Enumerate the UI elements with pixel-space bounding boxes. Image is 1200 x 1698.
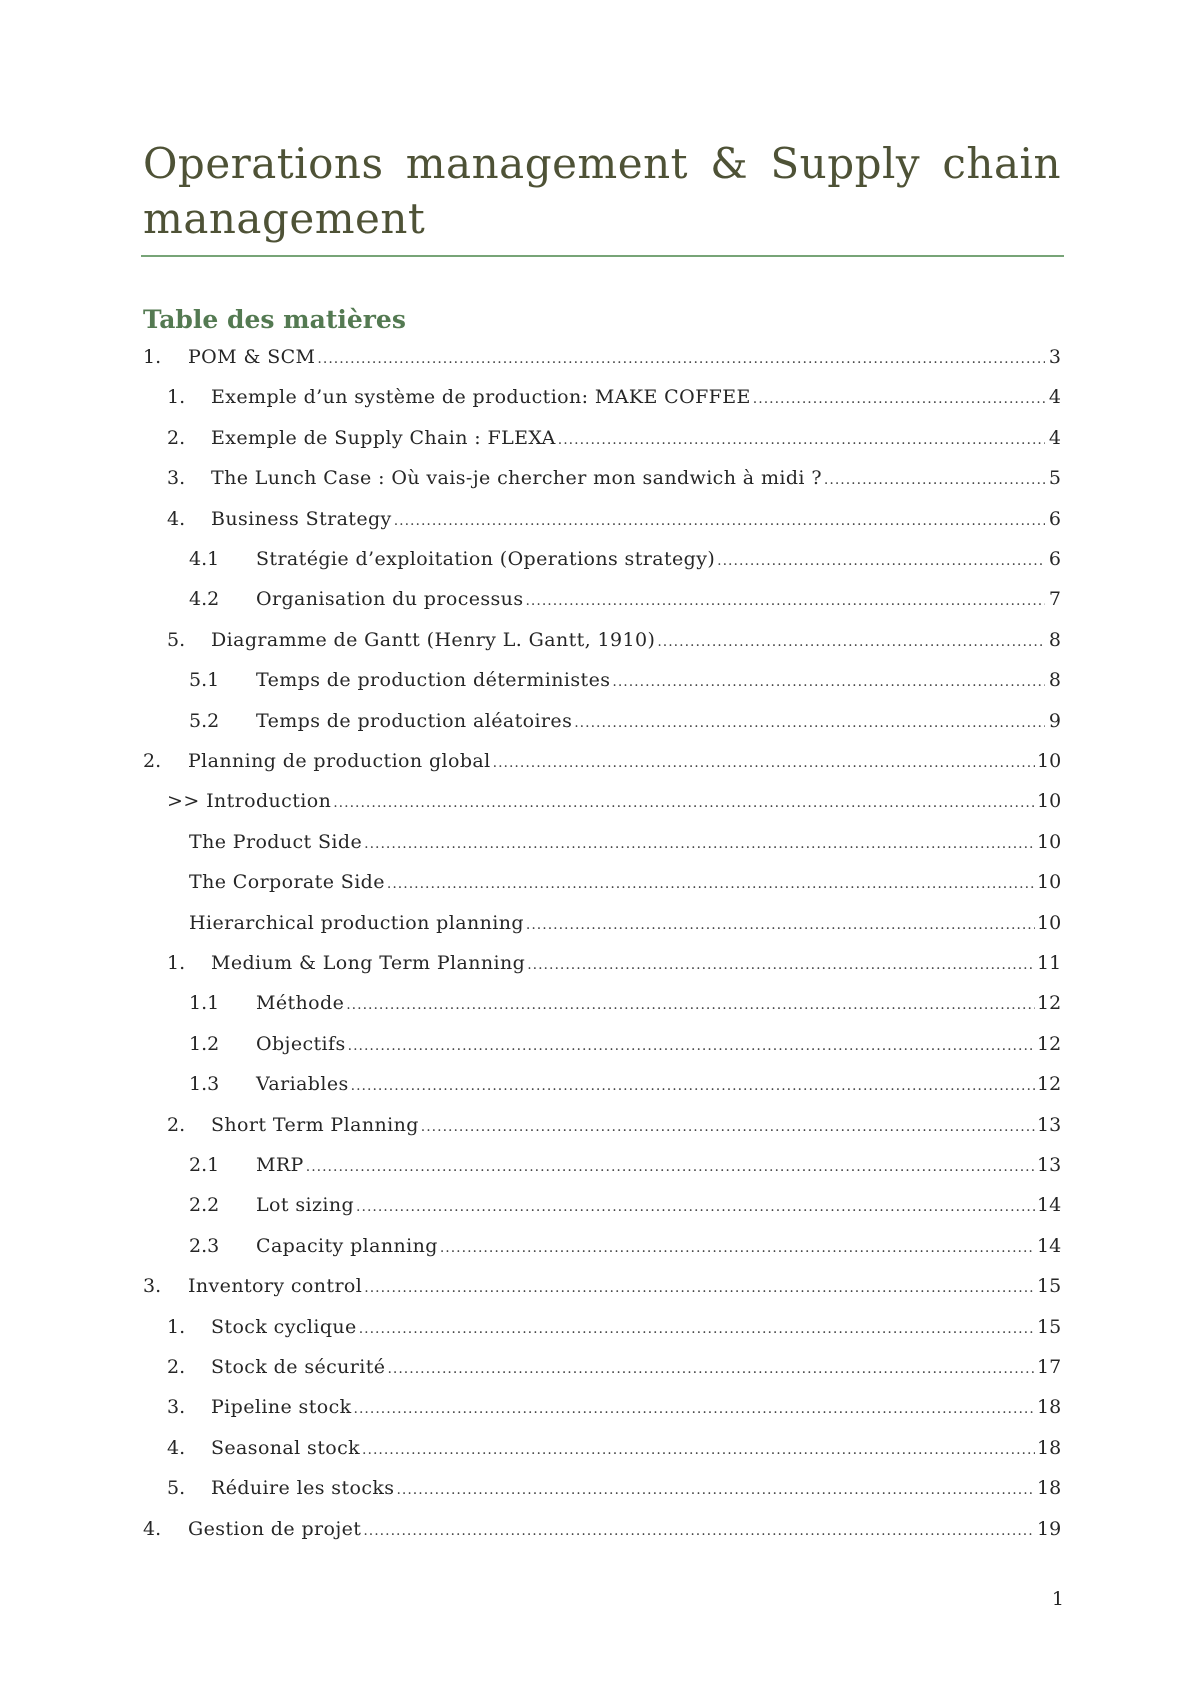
toc-entry-title: Seasonal stock: [211, 1436, 361, 1459]
toc-entry-page: 5: [1048, 467, 1061, 490]
toc-entry[interactable]: [143, 544, 1061, 574]
toc-entry-title: MRP: [256, 1154, 304, 1176]
toc-leader-dots: [351, 1069, 1035, 1099]
toc-entry-number: 1.3: [189, 1073, 220, 1096]
toc-leader-dots: [348, 1029, 1035, 1059]
toc-leader-dots: [753, 382, 1045, 412]
toc-entry-title: Temps de production aléatoires: [256, 709, 573, 732]
toc-entry-page: 14: [1037, 1194, 1062, 1217]
toc-leader-dots: [527, 948, 1035, 978]
toc-leader-dots: [574, 706, 1045, 736]
toc-entry-number: 1.: [167, 1315, 186, 1338]
toc-entry[interactable]: [143, 342, 1061, 372]
toc-leader-dots: [354, 1392, 1035, 1422]
toc-entry[interactable]: [143, 1190, 1061, 1220]
toc-entry[interactable]: [143, 423, 1061, 453]
toc-entry-title: Medium & Long Term Planning: [211, 952, 526, 974]
toc-entry-number: 1.: [143, 346, 162, 368]
toc-entry-title: Stock de sécurité: [211, 1356, 386, 1378]
toc-entry-title: Hierarchical production planning: [189, 911, 524, 934]
toc-entry-page: 8: [1048, 669, 1061, 692]
toc-entry[interactable]: [143, 1029, 1061, 1059]
toc-entry-title: Méthode: [256, 992, 345, 1015]
toc-entry[interactable]: [143, 665, 1061, 695]
toc-entry-title: Réduire les stocks: [211, 1477, 395, 1500]
toc-leader-dots: [440, 1231, 1035, 1261]
toc-leader-dots: [364, 1271, 1035, 1301]
toc-entry-page: 9: [1048, 709, 1061, 732]
title-divider: [141, 255, 1064, 257]
toc-entry-number: 3.: [143, 1275, 162, 1298]
toc-entry-page: 8: [1048, 628, 1061, 651]
toc-entry-page: 10: [1037, 750, 1062, 772]
toc-leader-dots: [558, 423, 1045, 453]
toc-leader-dots: [493, 746, 1035, 776]
toc-entry[interactable]: [143, 746, 1061, 776]
toc-entry-number: 4.: [167, 1436, 186, 1459]
toc-entry[interactable]: [143, 706, 1061, 736]
toc-leader-dots: [394, 504, 1045, 534]
toc-entry-number: 4.: [143, 1517, 162, 1540]
toc-entry-number: 2.3: [189, 1234, 220, 1257]
toc-entry-page: 13: [1037, 1113, 1062, 1136]
toc-entry[interactable]: [143, 867, 1061, 897]
toc-entry-number: 2.: [167, 1356, 186, 1378]
toc-entry-number: 2.1: [189, 1154, 220, 1176]
toc-entry[interactable]: [143, 1069, 1061, 1099]
toc-entry-number: 4.: [167, 507, 186, 530]
toc-entry[interactable]: [143, 1312, 1061, 1342]
toc-entry-title: The Corporate Side: [189, 871, 385, 894]
toc-leader-dots: [396, 1473, 1035, 1503]
toc-entry-number: 5.2: [189, 709, 220, 732]
toc-entry-page: 4: [1048, 426, 1061, 449]
toc-entry-title: Lot sizing: [256, 1194, 355, 1217]
toc-entry[interactable]: [143, 1473, 1061, 1503]
toc-entry-page: 3: [1048, 346, 1061, 368]
toc-entry[interactable]: [143, 584, 1061, 614]
toc-entry-number: 1.: [167, 386, 186, 409]
toc-entry[interactable]: [143, 1150, 1061, 1180]
toc-entry-title: Stratégie d’exploitation (Operations strategy): [256, 548, 716, 570]
toc-entry[interactable]: [143, 988, 1061, 1018]
toc-entry-number: 3.: [167, 1396, 186, 1419]
toc-entry-page: 15: [1037, 1275, 1062, 1298]
toc-entry-number: 1.: [167, 952, 186, 974]
page-number: 1: [1051, 1588, 1064, 1610]
toc-entry[interactable]: [143, 1231, 1061, 1261]
toc-leader-dots: [525, 584, 1045, 614]
document-title: Operations management & Supply chain management: [143, 139, 1061, 243]
toc-entry-page: 18: [1037, 1436, 1062, 1459]
toc-entry-page: 10: [1037, 911, 1062, 934]
toc-entry-number: 5.1: [189, 669, 220, 692]
toc-entry[interactable]: [143, 948, 1061, 978]
toc-entry-title: Organisation du processus: [256, 588, 524, 611]
toc-leader-dots: [317, 342, 1045, 372]
toc-entry-page: 6: [1048, 548, 1061, 570]
toc-leader-dots: [717, 544, 1045, 574]
toc-entry-number: 4.1: [189, 548, 220, 570]
toc-entry-page: 10: [1037, 830, 1062, 853]
toc-entry-page: 18: [1037, 1396, 1062, 1419]
toc-entry-title: Exemple de Supply Chain : FLEXA: [211, 426, 556, 449]
toc-entry-title: Exemple d’un système de production: MAKE COFFEE: [211, 386, 751, 409]
toc-entry-title: Objectifs: [256, 1032, 346, 1055]
toc-entry[interactable]: [143, 1514, 1061, 1544]
toc-leader-dots: [346, 988, 1035, 1018]
toc-entry[interactable]: [143, 1352, 1061, 1382]
toc-entry-page: 10: [1037, 790, 1062, 813]
toc-entry-number: 1.2: [189, 1032, 220, 1055]
toc-entry-page: 11: [1037, 952, 1062, 974]
toc-entry[interactable]: [143, 1433, 1061, 1463]
toc-entry-page: 10: [1037, 871, 1062, 894]
toc-entry-number: 2.: [167, 1113, 186, 1136]
toc-entry-page: 14: [1037, 1234, 1062, 1257]
toc-entry-title: Planning de production global: [188, 750, 491, 772]
toc-entry-number: 4.2: [189, 588, 220, 611]
toc-entry-title: Stock cyclique: [211, 1315, 357, 1338]
toc-entry-title: >> Introduction: [167, 790, 332, 813]
toc-entry-title: The Product Side: [189, 830, 363, 853]
toc-leader-dots: [362, 1433, 1035, 1463]
toc-entry[interactable]: [143, 1392, 1061, 1422]
toc-entry-number: 1.1: [189, 992, 220, 1015]
toc-leader-dots: [824, 463, 1045, 493]
toc-leader-dots: [356, 1190, 1035, 1220]
toc-entry-title: The Lunch Case : Où vais-je chercher mon sandwich à midi ?: [211, 467, 822, 490]
toc-leader-dots: [363, 1514, 1035, 1544]
toc-entry[interactable]: [143, 504, 1061, 534]
toc-entry-number: 5.: [167, 1477, 186, 1500]
toc-entry-page: 4: [1048, 386, 1061, 409]
toc-entry-page: 15: [1037, 1315, 1062, 1338]
toc-leader-dots: [333, 786, 1035, 816]
toc-entry[interactable]: [143, 786, 1061, 816]
toc-leader-dots: [387, 1352, 1035, 1382]
toc-entry-title: Diagramme de Gantt (Henry L. Gantt, 1910): [211, 628, 656, 651]
toc-entry-page: 17: [1037, 1356, 1062, 1378]
toc-entry[interactable]: [143, 382, 1061, 412]
toc-leader-dots: [526, 908, 1035, 938]
toc-entry-title: Short Term Planning: [211, 1113, 419, 1136]
toc-entry[interactable]: [143, 1271, 1061, 1301]
toc-leader-dots: [387, 867, 1035, 897]
toc-entry-title: POM & SCM: [188, 346, 316, 368]
toc-entry-page: 12: [1037, 1073, 1062, 1096]
toc-entry[interactable]: [143, 908, 1061, 938]
toc-entry-number: 5.: [167, 628, 186, 651]
toc-entry-number: 2.: [167, 426, 186, 449]
toc-heading: Table des matières: [143, 305, 406, 334]
toc-entry-page: 12: [1037, 1032, 1062, 1055]
toc-entry[interactable]: [143, 463, 1061, 493]
toc-entry-title: Gestion de projet: [188, 1517, 362, 1540]
toc-leader-dots: [359, 1312, 1035, 1342]
toc-entry[interactable]: [143, 1110, 1061, 1140]
toc-entry-number: 3.: [167, 467, 186, 490]
toc-entry-number: 2.: [143, 750, 162, 772]
toc-entry-page: 19: [1037, 1517, 1062, 1540]
toc-entry-title: Inventory control: [188, 1275, 363, 1298]
toc-entry-page: 18: [1037, 1477, 1062, 1500]
toc-leader-dots: [306, 1150, 1035, 1180]
toc-entry-title: Variables: [256, 1073, 349, 1096]
toc-entry-title: Capacity planning: [256, 1234, 438, 1257]
toc-leader-dots: [612, 665, 1045, 695]
toc-entry-title: Temps de production déterministes: [256, 669, 611, 692]
toc-leader-dots: [657, 625, 1045, 655]
toc-entry-page: 12: [1037, 992, 1062, 1015]
toc-entry-page: 13: [1037, 1154, 1062, 1176]
toc-leader-dots: [421, 1110, 1035, 1140]
toc-entry-number: 2.2: [189, 1194, 220, 1217]
toc-entry-title: Business Strategy: [211, 507, 392, 530]
toc-entry[interactable]: [143, 625, 1061, 655]
toc-leader-dots: [364, 827, 1035, 857]
toc-entry-title: Pipeline stock: [211, 1396, 352, 1419]
toc-entry-page: 7: [1048, 588, 1061, 611]
toc-entry[interactable]: [143, 827, 1061, 857]
toc-entry-page: 6: [1048, 507, 1061, 530]
